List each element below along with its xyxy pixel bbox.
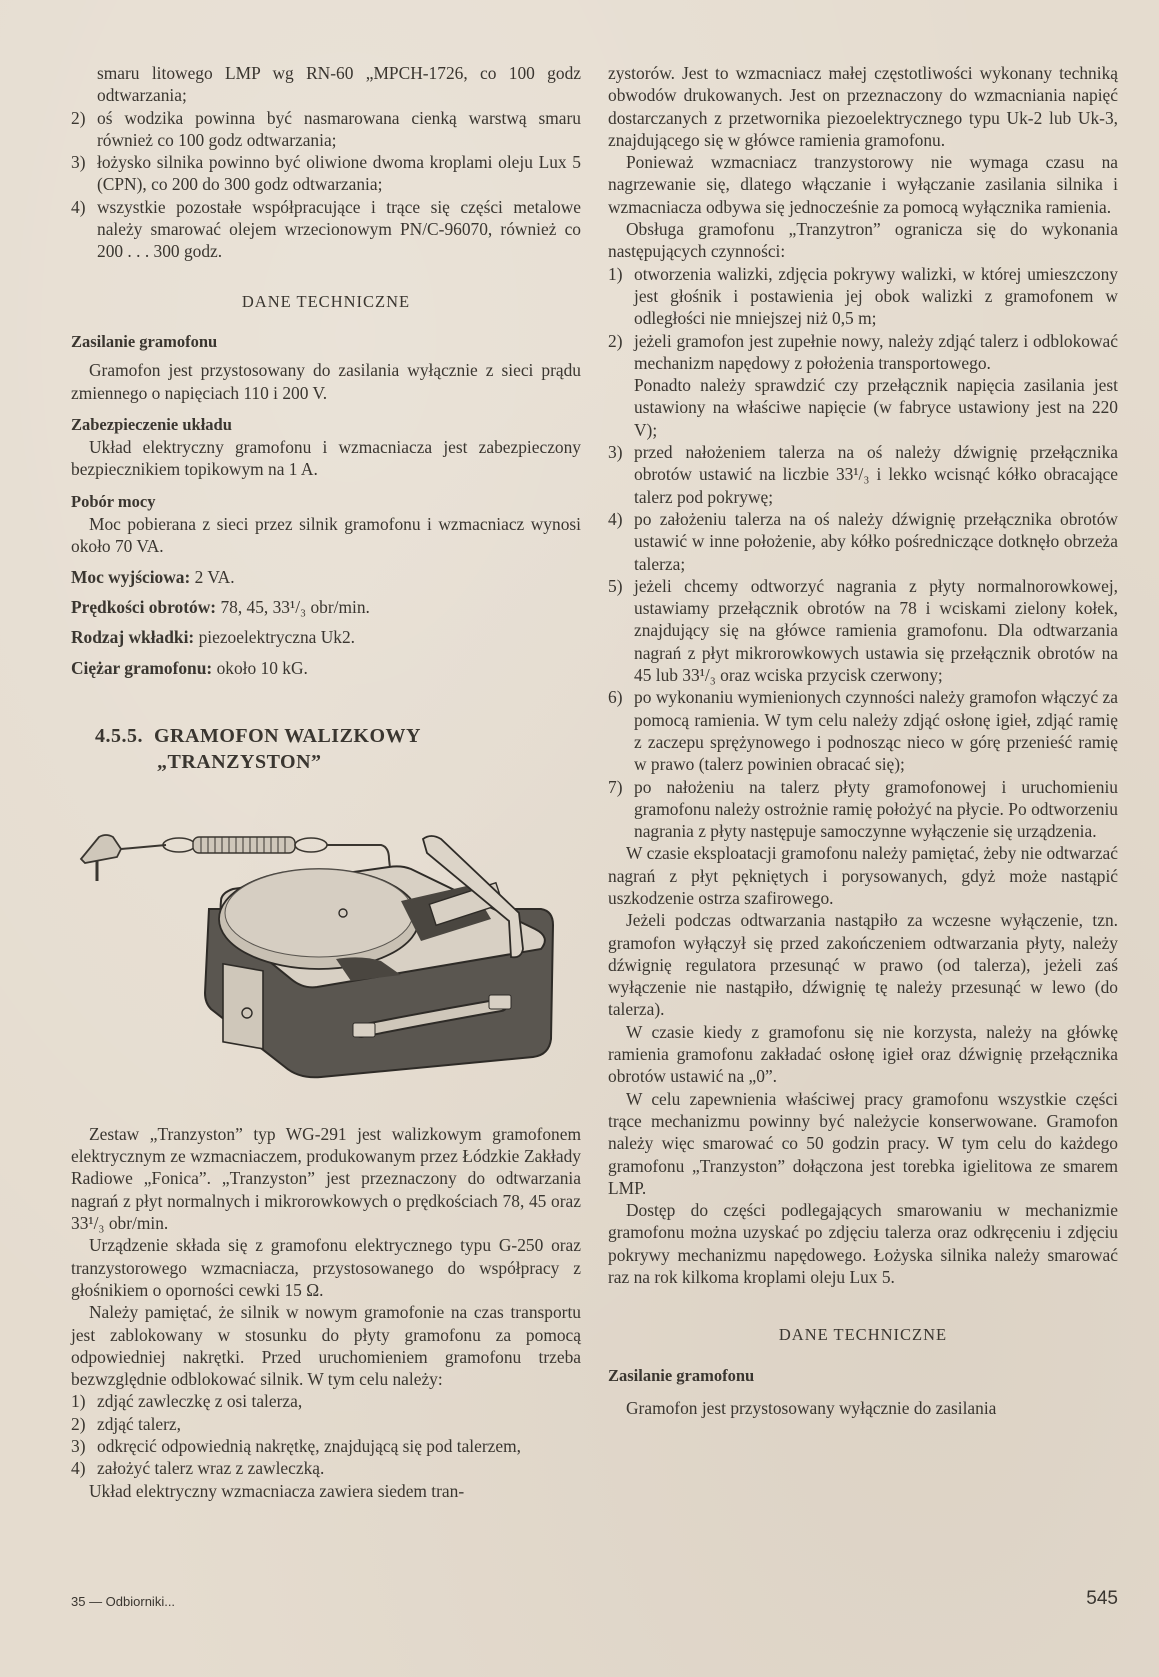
list-item: [71, 107, 581, 152]
list-item-text: jeżeli chcemy odtworzyć nagrania z płyty normalnorowkowej, ustawiamy przełącznik obrotów na 78 i wciskami zielony kołek, znajdujący się na główce ramienia gramofonu. Dla odtwarzania nagrań z płyt mikrorowkowych ustawia się przełącznik obrotów na 45 lub 33¹/₃ oraz wciska przycisk czerwony;: [634, 575, 1118, 686]
list-item-text: odkręcić odpowiednią nakrętkę, znajdującą się pod talerzem,: [97, 1435, 521, 1456]
spec-value: około 10 kG.: [216, 657, 308, 678]
list-item-text: po nałożeniu na talerz płyty gramofonowej i uruchomieniu gramofonu należy ostrożnie ramię położyć na płycie. Po odtworzeniu nagrania z płyty następuje samoczynne wyłączenie się urządzenia.: [634, 776, 1118, 842]
paragraph-idle: W czasie kiedy z gramofonu się nie korzysta, należy na główkę ramienia gramofonu zakładać osłonę igieł oraz dźwignię przełącznika obrotów ustawić na „0”.: [608, 1021, 1118, 1087]
spec-row: [71, 596, 581, 618]
left-column: [71, 62, 581, 1502]
list-number: 2): [608, 330, 623, 351]
right-column: [608, 62, 1118, 1419]
list-item: [608, 441, 1118, 508]
plug-icon: [81, 835, 121, 881]
paragraph-consumption: Moc pobierana z sieci przez silnik gramofonu i wzmacniacz wynosi około 70 VA.: [71, 514, 581, 557]
paragraph-power-2: Gramofon jest przystosowany wyłącznie do zasilania: [626, 1397, 997, 1418]
page-number: 545: [1086, 1588, 1118, 1609]
list-item: [71, 1390, 581, 1412]
chapter-title: GRAMOFON WALIZKOWY: [154, 724, 421, 747]
paragraph-protection: Układ elektryczny gramofonu i wzmacniacza jest zabezpieczony bezpiecznikiem topikowym na 1 A.: [71, 437, 581, 480]
spec-row: [71, 626, 581, 648]
section-title-tech-data-2: DANE TECHNICZNE: [778, 1325, 948, 1345]
paragraph-intro: Zestaw „Tranzyston” typ WG-291 jest walizkowym gramofonem elektrycznym ze wzmacniaczem, produkowanym przez Łódzkie Zakłady Radiowe „Fonica”. „Tranzyston” jest przeznaczony do odtwarzania nagrań z płyt normalnych i mikrorowkowych o prędkościach 78, 45 oraz 33¹/₃ obr/min.: [71, 1123, 581, 1234]
list-item-note: [608, 374, 1118, 441]
paragraph-early-shutoff: Jeżeli podczas odtwarzania nastąpiło za wczesne wyłączenie, tzn. gramofon wyłączył się przed zakończeniem odtwarzania płyty, należy dźwignię regulatora przesunąć w prawo (od talerza), jeżeli zaś wyłączenie nie nastąpiło, dźwignię tę należy przesunąć w lewo (do talerza).: [608, 910, 1118, 1020]
subhead-power-2: Zasilanie gramofonu: [608, 1365, 755, 1385]
paragraph-operation: Obsługa gramofonu „Tranzytron” ogranicza się do wykonania następujących czynności:: [608, 219, 1118, 262]
paragraph-power: Gramofon jest przystosowany do zasilania wyłącznie z sieci prądu zmiennego o napięciach 110 i 200 V.: [71, 360, 581, 403]
list-item-text: smaru litowego LMP wg RN-60 „MPCH-1726, co 100 godz odtwarzania;: [97, 63, 581, 106]
list-number: 3): [71, 152, 86, 173]
subhead-consumption: Pobór mocy: [71, 491, 156, 511]
list-item: [608, 575, 1118, 686]
subhead-power: Zasilanie gramofonu: [71, 331, 218, 351]
spec-label: Moc wyjściowa:: [71, 566, 191, 587]
list-item: [71, 196, 581, 263]
list-item: [71, 62, 581, 107]
spec-label: Prędkości obrotów:: [71, 596, 217, 617]
spec-row: [71, 657, 581, 679]
list-item-text: łożysko silnika powinno być oliwione dwoma kroplami oleju Lux 5 (CPN), co 200 do 300 godz odtwarzania;: [97, 152, 581, 195]
signature-mark: 35 — Odbiorniki...: [71, 1594, 176, 1609]
paragraph-heating: Ponieważ wzmacniacz tranzystorowy nie wymaga czasu na nagrzewanie się, dlatego włączanie i wyłączanie zasilania silnika i wzmacniacza odbywa się jednocześnie za pomocą wyłącznika ramienia.: [608, 152, 1118, 217]
list-item-text: zdjąć talerz,: [97, 1413, 181, 1434]
list-item: [71, 1413, 581, 1435]
list-number: 3): [71, 1435, 86, 1456]
spec-value: piezoelektryczna Uk2.: [198, 627, 356, 648]
list-item-text: po wykonaniu wymienionych czynności należy gramofon włączyć za pomocą ramienia. W tym celu należy zdjąć osłonę igieł, zdjąć ramię z zaczepu sprężynowego i podnosząc nieco w górę przenieść ramię w prawo (talerz powinien obracać się);: [634, 687, 1118, 775]
paragraph-lubrication: Dostęp do części podlegających smarowaniu w mechanizmie gramofonu można uzyskać po zdjęciu talerza oraz odkręceniu i zdjęciu pokrywy mechanizmu napędowego. Łożyska silnika należy smarować raz na rok kilkoma kroplami oleju Lux 5.: [608, 1200, 1118, 1288]
paragraph-amplifier: Układ elektryczny wzmacniacza zawiera siedem tran-: [89, 1480, 465, 1501]
list-item-text: Ponadto należy sprawdzić czy przełącznik napięcia zasilania jest ustawiony na właściwe napięcie (w fabryce ustawiony jest na 220 V);: [634, 375, 1118, 440]
list-number: 2): [71, 107, 86, 128]
list-item: [71, 151, 581, 196]
list-number: 4): [608, 508, 623, 529]
list-number: 5): [608, 575, 623, 596]
list-number: 1): [608, 263, 623, 284]
list-item: [608, 263, 1118, 330]
list-item: [608, 776, 1118, 843]
list-number: 1): [71, 1391, 86, 1412]
list-number: 3): [608, 442, 623, 463]
list-item-text: założyć talerz wraz z zawleczką.: [97, 1458, 325, 1479]
list-item-text: wszystkie pozostałe współpracujące i trące się części metalowe należy smarować olejem wrzecionowym PN/C-96070, również co 200 . . . 300 godz.: [97, 196, 581, 262]
chapter-title-line2: „TRANZYSTON”: [157, 750, 322, 773]
list-item-text: otworzenia walizki, zdjęcia pokrywy walizki, w której umieszczony jest głośnik i postawienia jej obok walizki z gramofonem w odległości nie mniejszej niż 0,5 m;: [634, 263, 1118, 329]
spec-value: 78, 45, 33¹/₃ obr/min.: [220, 596, 370, 617]
list-item-text: jeżeli gramofon jest zupełnie nowy, należy zdjąć talerz i odblokować mechanizm napędowy z położenia transportowego.: [634, 330, 1118, 373]
spec-row: [71, 566, 581, 588]
spec-label: Rodzaj wkładki:: [71, 627, 195, 648]
paragraph-components: Urządzenie składa się z gramofonu elektrycznego typu G-250 oraz tranzystorowego wzmacniacza, przystosowanego do współpracy z głośnikiem o oporności cewki 15 Ω.: [71, 1235, 581, 1300]
list-item: [608, 330, 1118, 375]
paragraph-maintenance: W celu zapewnienia właściwej pracy gramofonu wszystkie części trące mechanizmu powinny być należycie konserwowane. Gramofon należy więc smarować co 50 godzin pracy. W tym celu do każdego gramofonu „Tranzyston” dołączona jest torebka igielitowa ze smarem LMP.: [608, 1088, 1118, 1198]
list-number: 4): [71, 1458, 86, 1479]
chapter-number: 4.5.5.: [95, 724, 143, 747]
list-item-text: przed nałożeniem talerza na oś należy dźwignię przełącznika obrotów ustawić na liczbie 33¹/₃ i lekko wcisnąć kółko obracające talerz pod pokrywę;: [634, 442, 1118, 507]
list-item: [71, 1457, 581, 1479]
list-item: [608, 686, 1118, 775]
list-item-text: zdjąć zawleczkę z osi talerza,: [97, 1391, 303, 1412]
spec-value: 2 VA.: [194, 566, 235, 587]
paragraph-amplifier-cont: zystorów. Jest to wzmacniacz małej częstotliwości wykonany techniką obwodów drukowanych. Jest on przeznaczony do wzmacniania napięć dostarczanych z przetwornika piezoelektrycznego typu Uk-2 lub Uk-3, znajdującego się w główce ramienia gramofonu.: [608, 63, 1118, 150]
chapter-heading: [95, 723, 581, 775]
list-number: 2): [71, 1413, 86, 1434]
list-item-text: oś wodzika powinna być nasmarowana cienką warstwą smaru również co 100 godz odtwarzania;: [97, 107, 581, 150]
gramophone-drawing: [71, 809, 591, 1079]
list-item: [71, 1435, 581, 1457]
list-item: [608, 508, 1118, 575]
paragraph-damaged-records: W czasie eksploatacji gramofonu należy pamiętać, żeby nie odtwarzać nagrań z płyt pękniętych i porysowanych, gdyż może nastąpić uszkodzenie ostrza szafirowego.: [608, 843, 1118, 908]
spec-label: Ciężar gramofonu:: [71, 657, 213, 678]
section-title-tech-data: DANE TECHNICZNE: [241, 291, 411, 311]
list-number: 7): [608, 776, 623, 797]
list-number: 4): [71, 196, 86, 217]
list-item-text: po założeniu talerza na oś należy dźwignię przełącznika obrotów ustawić w inne położenie, aby kółko pośredniczące dotknęło obrzeża talerza;: [634, 508, 1118, 574]
gramophone-illustration: [71, 809, 581, 1079]
subhead-protection: Zabezpieczenie układu: [71, 414, 232, 434]
list-number: 6): [608, 687, 623, 708]
paragraph-unlock: Należy pamiętać, że silnik w nowym gramofonie na czas transportu jest zablokowany w stosunku do płyty gramofonu za pomocą odpowiedniej nakrętki. Przed uruchomieniem gramofonu trzeba bezwzględnie odblokować silnik. W tym celu należy:: [71, 1302, 581, 1390]
